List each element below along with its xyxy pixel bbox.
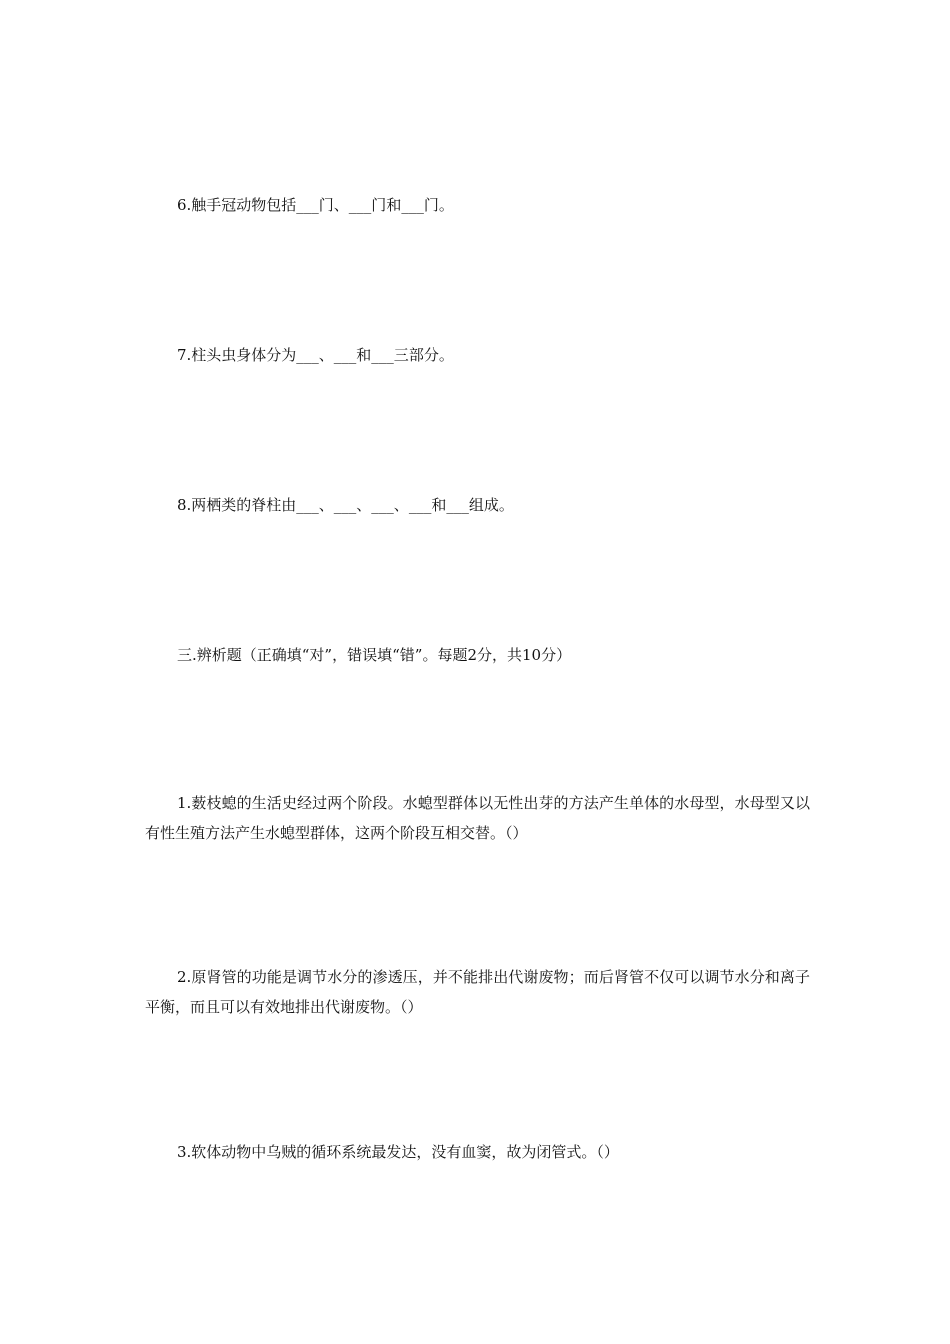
question-6: 6.触手冠动物包括___门、___门和___门。 <box>177 196 454 214</box>
question-7: 7.柱头虫身体分为___、___和___三部分。 <box>177 346 454 364</box>
question-8: 8.两栖类的脊柱由___、___、___、___和___组成。 <box>177 496 514 514</box>
true-false-item-1: 1.薮枝螅的生活史经过两个阶段。水螅型群体以无性出芽的方法产生单体的水母型，水母型又以有性生殖方法产生水螅型群体，这两个阶段互相交替。（） <box>145 794 810 842</box>
true-false-item-3: 3.软体动物中乌贼的循环系统最发达，没有血窦，故为闭管式。（） <box>177 1143 619 1161</box>
section-heading: 三.辨析题（正确填“对”，错误填“错”。每题2分，共10分） <box>177 646 572 664</box>
true-false-item-2: 2.原肾管的功能是调节水分的渗透压，并不能排出代谢废物；而后肾管不仅可以调节水分和离子平衡，而且可以有效地排出代谢废物。（） <box>145 968 810 1016</box>
